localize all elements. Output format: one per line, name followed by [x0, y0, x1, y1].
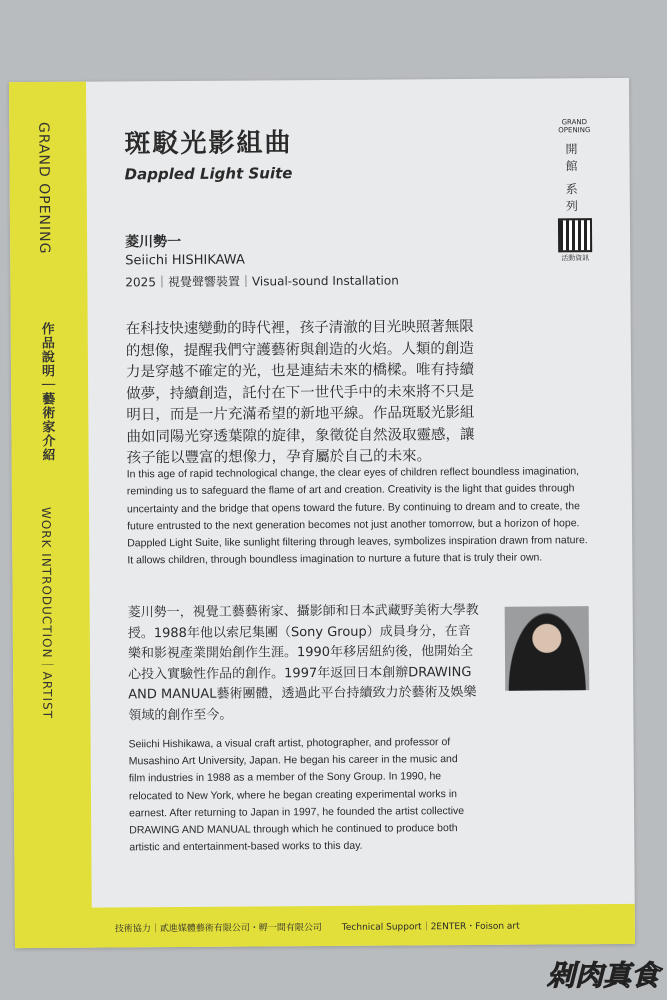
section-zh-vertical: 作品說明｜藝術家介紹 [38, 321, 55, 462]
work-title-en: Dappled Light Suite [124, 164, 293, 184]
placard [9, 78, 635, 948]
intro-en: In this age of rapid technological change, the clear eyes of children reflect boundless imagination, reminding us to safeguard the flame of art and creation. Creativity is the light that guides through uncertainty and the bridge that opens toward the future. By continuing to dream and to create, the future entrusted to the next generation becomes not just another tomorrow, but a horizon of hope. Dappled Light Suite, like sunlight filtering through leaves, symbolizes inspiration drawn from nature. It allows children, through boundless imagination to nurture a future that is truly their own. [126, 465, 588, 567]
bio-zh: 菱川勢一，視覺工藝藝術家、攝影師和日本武藏野美術大學教授。1988年他以索尼集團（Sony Group）成員身分，在音樂和影視產業開始創作生涯。1990年移居紐約後，他開始全心投入實驗性作品的創作。1997年返回日本創辦DRAWING AND MANUAL藝術團體，透過此平台持續致力於藝術及娛樂領域的創作至今。 [127, 602, 479, 723]
work-meta: 2025｜視覺聲響裝置｜Visual-sound Installation [125, 273, 399, 290]
artist-name-en: Seiichi HISHIKAWA [125, 252, 245, 269]
badge-zh2: 系 列 [565, 182, 584, 214]
qr-code-icon[interactable] [560, 220, 590, 250]
watermark-logo: 剁肉真食 [546, 959, 659, 992]
footer-band [15, 904, 635, 948]
bio-en: Seiichi Hishikawa, a visual craft artist, photographer, and professor of Musashino Art University, Japan. He began his career in the music and film industries in 1988 as a member of the Sony Group. In 1990, he relocated to New York, where he began creating experimental works in earnest. After returning to Japan in 1997, he founded the artist collective DRAWING AND MANUAL through which he continued to produce both artistic and entertainment-based works to this day. [128, 736, 465, 854]
yellow-side-band [9, 82, 92, 949]
footer-zh: 技術協力｜貳進媒體藝術有限公司・孵一間有限公司 [114, 922, 322, 934]
section-en-vertical: WORK INTRODUCTION｜ARTIST [38, 506, 55, 720]
artist-name-zh: 菱川勢一 [125, 233, 182, 251]
grand-opening-vertical: GRAND OPENING [35, 121, 53, 255]
artist-photo [505, 606, 590, 691]
intro-zh: 在科技快速變動的時代裡，孩子清澈的目光映照著無限的想像，提醒我們守護藝術與創造的火焰。人類的創造力是穿越不確定的光，也是連結未來的橋樑。唯有持續做夢，持續創造，託付在下一世代手中的未來將不只是明日，而是一片充滿希望的新地平線。作品斑駁光影組曲如同陽光穿透葉隙的旋律，象徵從自然汲取靈感，讓孩子能以豐富的想像力，孕育屬於自己的未來。 [125, 318, 475, 467]
opening-series-badge [554, 118, 595, 263]
badge-zh1: 開 館 [565, 142, 584, 174]
footer-en: Technical Support｜2ENTER・Foison art [341, 921, 520, 933]
work-title-zh: 斑駁光影組曲 [124, 128, 293, 160]
qr-label: 活動資訊 [561, 254, 590, 263]
badge-en: GRAND OPENING [558, 118, 591, 135]
